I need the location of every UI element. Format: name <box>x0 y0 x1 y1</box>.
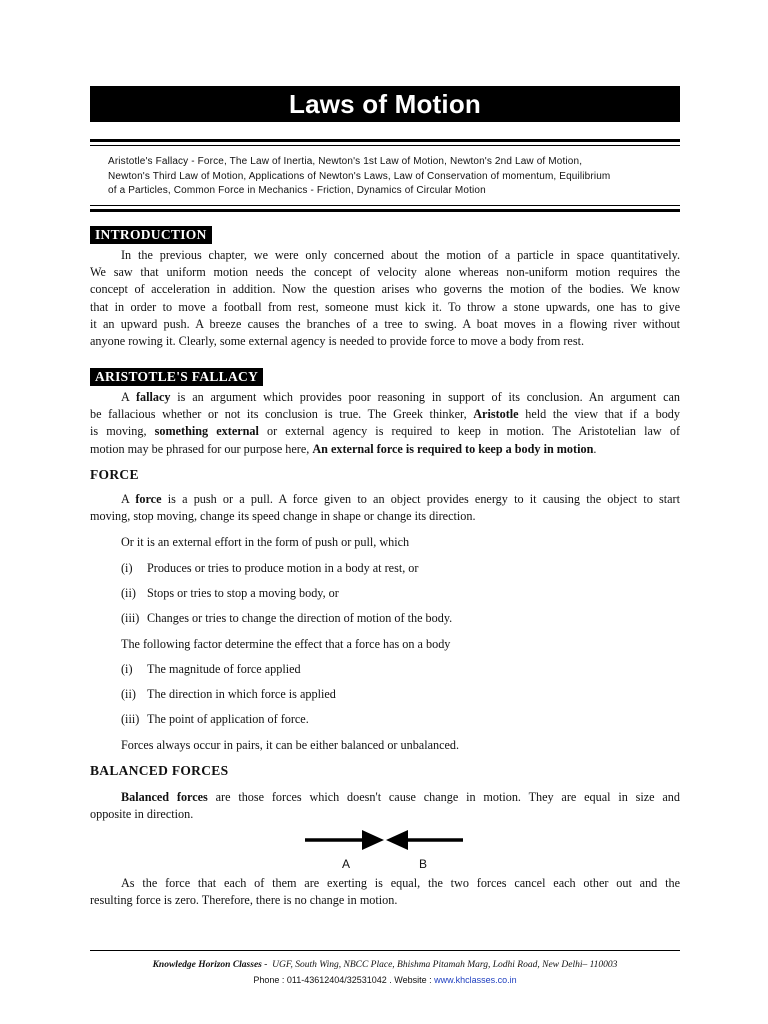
topics-line: of a Particles, Common Force in Mechanics - Friction, Dynamics of Circular Motion <box>108 185 486 196</box>
paragraph-line: We saw that uniform motion needs the concept of velocity alone whereas non-uniform motion requires the <box>90 265 680 280</box>
paragraph-line: opposite in direction. <box>90 807 194 822</box>
footer-website-link[interactable]: www.khclasses.co.in <box>434 975 517 985</box>
paragraph-line: As the force that each of them are exerting is equal, the two forces cancel each other out and the <box>121 876 680 890</box>
list-text: The magnitude of force applied <box>147 662 301 676</box>
list-text: The point of application of force. <box>147 712 309 726</box>
footer-address <box>90 960 680 970</box>
paragraph-line <box>90 423 680 440</box>
list-number: (iii) <box>121 712 140 726</box>
text: is an argument which provides poor reasoning in support of its conclusion. An argument can <box>170 390 680 404</box>
page-title: Laws of Motion <box>90 86 680 122</box>
footer-address-text: UGF, South Wing, NBCC Place, Bhishma Pitamah Marg, Lodhi Road, New Delhi– 110003 <box>272 960 618 970</box>
list-item <box>121 611 452 626</box>
paragraph-line <box>90 789 680 806</box>
balanced-forces-diagram <box>300 828 470 858</box>
aristotle-paragraph <box>90 389 680 458</box>
list-item <box>121 561 418 576</box>
text: A <box>121 492 136 506</box>
introduction-heading: INTRODUCTION <box>90 226 212 244</box>
topics-rule <box>90 209 680 212</box>
list-number: (i) <box>121 561 133 575</box>
force-paragraph <box>90 491 680 525</box>
factors-intro: The following factor determine the effect that a force has on a body <box>121 637 451 651</box>
footer-phone: Phone : 011-43612404/32531042 . Website : <box>253 975 435 985</box>
text: or external agency is required to keep in motion. The Aristotelian law of <box>258 424 680 439</box>
paragraph-line <box>90 441 680 458</box>
topics-line: Newton's Third Law of Motion, Applications of Newton's Laws, Law of Conservation of momentum, Equilibrium <box>108 170 611 182</box>
list-item <box>121 712 309 727</box>
force-definition: Or it is an external effort in the form of push or pull, which <box>121 535 410 549</box>
aristotle-heading: ARISTOTLE'S FALLACY <box>90 368 263 386</box>
chapter-topics <box>108 155 663 199</box>
list-text: Stops or tries to stop a moving body, or <box>147 586 339 600</box>
topics-rule-thin <box>90 205 680 206</box>
paragraph-line: concept of acceleration in addition. Now the question arises who governs the motion of the bodies. We know <box>90 282 680 297</box>
force-heading: FORCE <box>90 467 139 482</box>
paragraph-line: it an upward push. A breeze causes the branches of a tree to swing. A boat moves in a flowing river without <box>90 316 680 331</box>
term-something-external: something external <box>154 424 259 439</box>
paragraph-line <box>90 406 680 423</box>
balanced-forces-heading: BALANCED FORCES <box>90 763 229 778</box>
paragraph-line: anyone rowing it. Clearly, some external agency is needed to provide force to move a body from rest. <box>90 334 584 349</box>
footer-org: Knowledge Horizon Classes - <box>152 960 268 970</box>
forces-pairs-text: Forces always occur in pairs, it can be either balanced or unbalanced. <box>121 738 460 752</box>
term-balanced-forces: Balanced forces <box>121 790 208 804</box>
list-text: Produces or tries to produce motion in a body at rest, or <box>147 561 419 575</box>
paragraph-line: that in order to move a football from rest, someone must kick it. To throw a stone upwards, one has to give <box>90 299 680 314</box>
list-number: (ii) <box>121 687 136 701</box>
list-item <box>121 687 336 702</box>
text: is moving, <box>90 424 155 439</box>
label-b: B <box>419 857 428 871</box>
top-rule <box>90 139 680 142</box>
list-number: (i) <box>121 662 133 676</box>
balanced-paragraph <box>90 789 680 823</box>
introduction-paragraph <box>90 247 680 350</box>
topics-line: Aristotle's Fallacy - Force, The Law of Inertia, Newton's 1st Law of Motion, Newton's 2nd Law of Motion, <box>108 156 583 167</box>
balanced-explanation <box>90 875 680 909</box>
list-item <box>121 662 301 677</box>
text: be fallacious whether or not its conclusion is true. The Greek thinker, <box>90 407 474 422</box>
text: A <box>121 390 136 404</box>
text: is a push or a pull. A force given to an object provides energy to it causing the object to start <box>161 492 680 506</box>
text: held the view that if a body <box>518 407 680 422</box>
list-text: Changes or tries to change the direction of motion of the body. <box>147 611 453 625</box>
list-number: (iii) <box>121 611 140 625</box>
footer-contact <box>90 975 680 985</box>
paragraph-line <box>90 389 680 406</box>
term-aristotle: Aristotle <box>473 407 519 422</box>
footer-rule <box>90 950 680 951</box>
list-number: (ii) <box>121 586 136 600</box>
text: are those forces which doesn't cause change in motion. They are equal in size and <box>207 790 680 804</box>
paragraph-line: resulting force is zero. Therefore, there is no change in motion. <box>90 893 398 908</box>
term-fallacy: fallacy <box>135 390 171 404</box>
label-a: A <box>342 857 351 871</box>
text: motion may be phrased for our purpose here, <box>90 441 313 456</box>
aristotle-law: An external force is required to keep a body in motion <box>312 441 594 456</box>
paragraph-line <box>90 491 680 508</box>
top-rule-thin <box>90 145 680 146</box>
term-force: force <box>135 492 162 506</box>
list-item <box>121 586 339 601</box>
list-text: The direction in which force is applied <box>147 687 336 701</box>
paragraph-line: In the previous chapter, we were only concerned about the motion of a particle in space quantitatively. <box>121 248 680 262</box>
text: . <box>593 441 597 456</box>
force-a-arrow-head <box>362 830 384 850</box>
paragraph-line: moving, stop moving, change its speed change in shape or change its direction. <box>90 509 476 524</box>
